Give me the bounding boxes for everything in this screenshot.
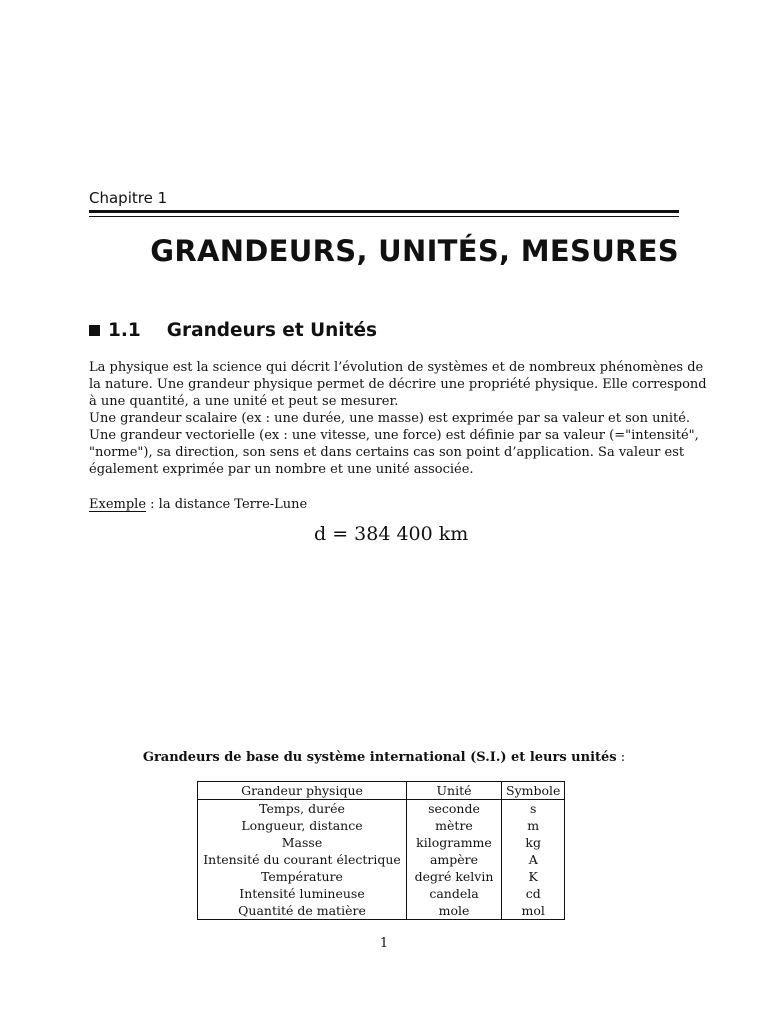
section-title: Grandeurs et Unités bbox=[166, 320, 378, 341]
cell-quantity: Intensité lumineuse bbox=[198, 885, 407, 902]
page-number: 1 bbox=[379, 936, 389, 951]
cell-unit: mole bbox=[407, 902, 502, 920]
paragraph-line: La physique est la science qui décrit l’évolution de systèmes et de nombreux phénomènes de bbox=[89, 360, 704, 375]
paragraph-line: Une grandeur scalaire (ex : une durée, une masse) est exprimée par sa valeur et son unité. bbox=[89, 411, 691, 426]
cell-unit: kilogramme bbox=[407, 834, 502, 851]
paragraph-line: à une quantité, a une unité et peut se mesurer. bbox=[89, 394, 399, 409]
header-unit: Unité bbox=[407, 782, 502, 800]
table-row bbox=[198, 851, 565, 868]
cell-quantity: Masse bbox=[198, 834, 407, 851]
cell-symbol: s bbox=[529, 801, 537, 816]
cell-symbol: m bbox=[527, 818, 540, 833]
section-bullet-icon bbox=[89, 325, 100, 336]
table-caption-suffix: : bbox=[616, 750, 626, 765]
example-line bbox=[89, 496, 679, 513]
cell-quantity: Temps, durée bbox=[198, 800, 407, 818]
cell-quantity: Intensité du courant électrique bbox=[198, 851, 407, 868]
cell-symbol: cd bbox=[525, 886, 541, 901]
example-text: : la distance Terre-Lune bbox=[146, 497, 308, 512]
table-caption bbox=[0, 750, 768, 765]
section-heading bbox=[89, 320, 377, 341]
cell-unit: ampère bbox=[407, 851, 502, 868]
table-row bbox=[198, 902, 565, 920]
cell-symbol: kg bbox=[525, 835, 541, 850]
cell-symbol: A bbox=[528, 852, 538, 867]
table-row bbox=[198, 834, 565, 851]
cell-quantity: Température bbox=[198, 868, 407, 885]
chapter-title: GRANDEURS, UNITÉS, MESURES bbox=[150, 234, 679, 268]
header-quantity: Grandeur physique bbox=[198, 782, 407, 800]
table-header-row bbox=[198, 782, 565, 800]
chapter-rule-thick bbox=[89, 210, 679, 213]
cell-symbol: K bbox=[528, 869, 538, 884]
paragraph-line: également exprimée par un nombre et une unité associée. bbox=[89, 462, 474, 477]
cell-unit: seconde bbox=[407, 800, 502, 818]
section-number: 1.1 bbox=[108, 320, 141, 341]
cell-unit: mètre bbox=[407, 817, 502, 834]
paragraph-line: Une grandeur vectorielle (ex : une vitesse, une force) est définie par sa valeur (="intensité", bbox=[89, 428, 699, 443]
cell-unit: candela bbox=[407, 885, 502, 902]
si-units-table bbox=[197, 781, 565, 920]
chapter-rule-thin bbox=[89, 216, 679, 217]
cell-unit: degré kelvin bbox=[407, 868, 502, 885]
example-label: Exemple bbox=[89, 497, 147, 512]
paragraph-line: la nature. Une grandeur physique permet de décrire une propriété physique. Elle correspond bbox=[89, 377, 707, 392]
example-formula: d = 384 400 km bbox=[314, 523, 469, 545]
table-row bbox=[198, 868, 565, 885]
table-caption-bold: Grandeurs de base du système international (S.I.) et leurs unités bbox=[142, 750, 617, 765]
cell-quantity: Quantité de matière bbox=[198, 902, 407, 920]
table-row bbox=[198, 885, 565, 902]
chapter-label: Chapitre 1 bbox=[89, 189, 168, 207]
table-row bbox=[198, 817, 565, 834]
cell-quantity: Longueur, distance bbox=[198, 817, 407, 834]
paragraph-line: "norme"), sa direction, son sens et dans certains cas son point d’application. Sa valeur est bbox=[89, 445, 685, 460]
header-symbol: Symbole bbox=[502, 782, 565, 800]
table-row bbox=[198, 800, 565, 818]
cell-symbol: mol bbox=[521, 903, 545, 918]
